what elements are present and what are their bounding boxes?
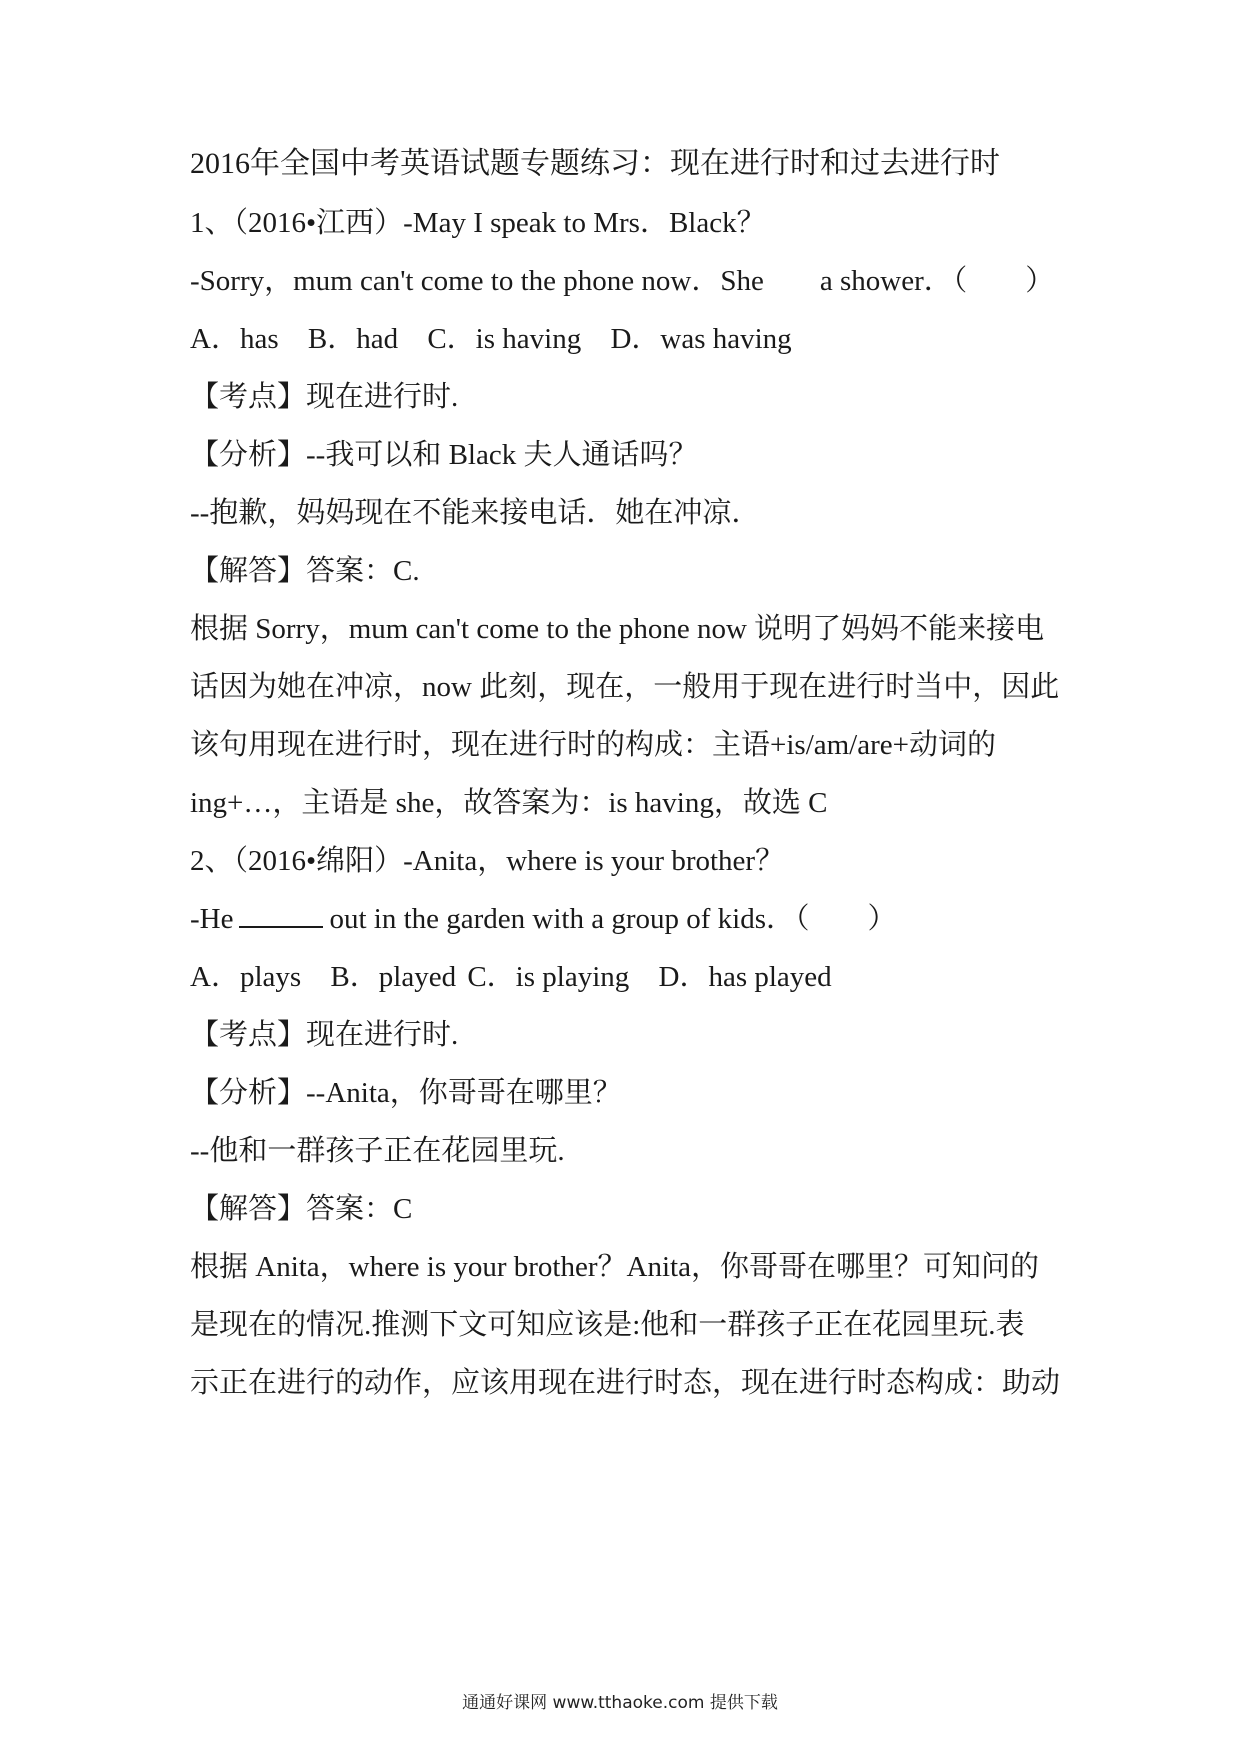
q1-options	[190, 319, 1070, 359]
q1-kaodian: 【考点】现在进行时.	[190, 381, 459, 413]
q2-option-b: B．played	[330, 961, 457, 993]
q1-fenxi: 【分析】--我可以和 Black 夫人通话吗？	[190, 439, 698, 471]
q2-options	[190, 957, 1070, 997]
q2-option-a: A．plays	[190, 961, 302, 993]
q2-blank	[239, 900, 323, 928]
q1-jieda: 【解答】答案：C.	[190, 555, 420, 587]
q2-jieda: 【解答】答案：C	[190, 1193, 413, 1225]
q2-question: 2、（2016•绵阳）-Anita，where is your brother？	[190, 845, 785, 877]
q1-fenxi-translation: --抱歉，妈妈现在不能来接电话．她在冲凉．	[190, 497, 761, 529]
q1-sentence-part-b: a shower．（	[819, 265, 968, 297]
q1-explain-line: 该句用现在进行时，现在进行时的构成：主语+is/am/are+动词的	[190, 729, 996, 761]
q1-sentence-part-a: -Sorry，mum can't come to the phone now．She	[190, 265, 764, 297]
q1-option-b: B．had	[307, 323, 399, 355]
document-title: 2016年全国中考英语试题专题练习：现在进行时和过去进行时	[190, 147, 1000, 180]
q2-sentence	[190, 899, 1070, 939]
q1-explain-line: 话因为她在冲凉，now 此刻，现在，一般用于现在进行时当中，因此	[190, 671, 1060, 703]
q2-sentence-part-b: out in the garden with a group of kids．（	[329, 903, 810, 935]
q1-question: 1、（2016•江西）-May I speak to Mrs．Black？	[190, 207, 766, 239]
q2-explain-line: 是现在的情况.推测下文可知应该是:他和一群孩子正在花园里玩.表	[190, 1309, 1025, 1341]
q2-option-c: C．is playing	[467, 961, 630, 993]
q2-fenxi-translation: --他和一群孩子正在花园里玩.	[190, 1135, 565, 1167]
q1-explain-line: 根据 Sorry，mum can't come to the phone now 说明了妈妈不能来接电	[190, 613, 1045, 645]
q1-explain-line: ing+…，主语是 she，故答案为：is having，故选 C	[190, 787, 828, 819]
q1-option-d: D．was having	[610, 323, 792, 355]
q2-sentence-part-c: ）	[867, 903, 897, 935]
q1-sentence-part-c: ）	[1025, 265, 1055, 297]
q2-explain-line: 根据 Anita，where is your brother？Anita，你哥哥在哪里？可知问的	[190, 1251, 1039, 1283]
q1-option-c: C．is having	[427, 323, 582, 355]
page-footer: 通通好课网 www.tthaoke.com 提供下载	[462, 1693, 778, 1713]
q2-option-d: D．has played	[658, 961, 832, 993]
q1-option-a: A．has	[190, 323, 279, 355]
q2-fenxi: 【分析】--Anita，你哥哥在哪里？	[190, 1077, 622, 1109]
q2-explain-line: 示正在进行的动作，应该用现在进行时态，现在进行时态构成：助动	[190, 1367, 1061, 1399]
q1-sentence	[190, 261, 1070, 301]
q2-kaodian: 【考点】现在进行时.	[190, 1019, 459, 1051]
q2-sentence-part-a: -He	[190, 903, 234, 935]
